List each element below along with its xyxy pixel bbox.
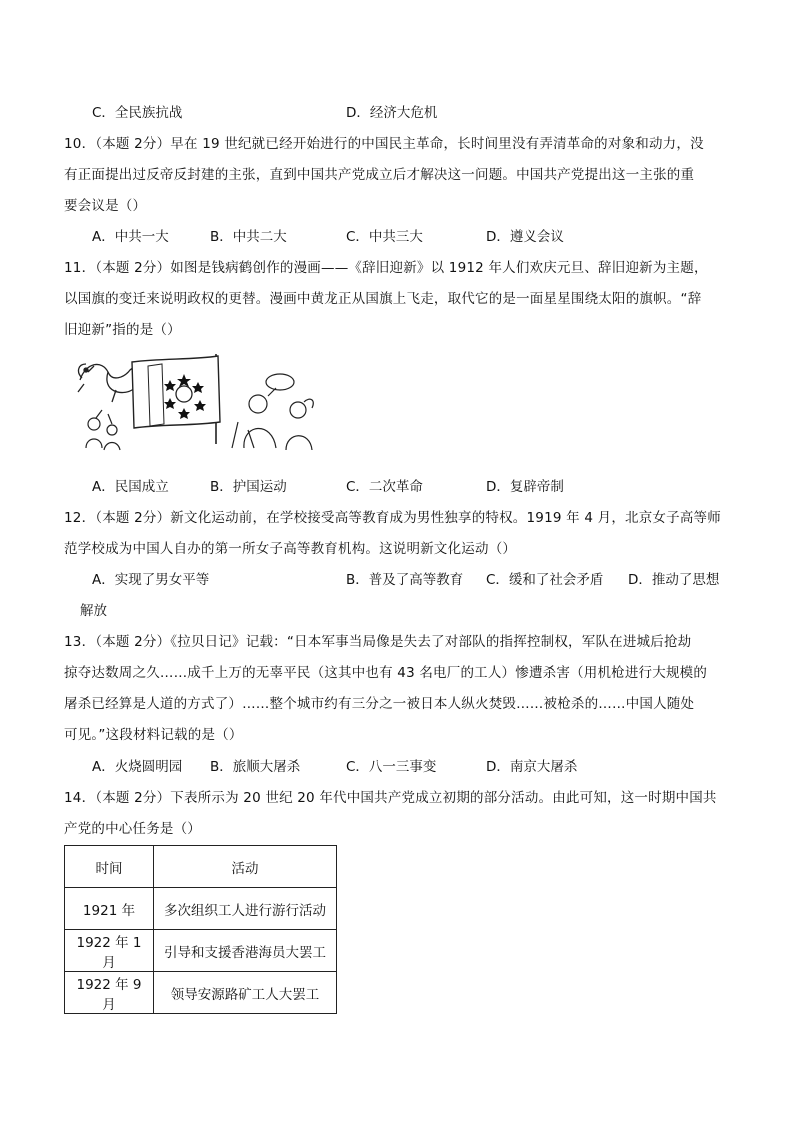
q13-text-line2: 掠夺达数周之久……成千上万的无辜平民（这其中也有 43 名电厂的工人）惨遭杀害（用机枪进行大规模的 (64, 665, 708, 681)
table-header-time: 时间 (65, 846, 154, 888)
q11-text-line1: 11．（本题 2分）如图是钱病鹤创作的漫画——《辞旧迎新》以 1912 年人们欢庆元旦、辞旧迎新为主题， (64, 260, 708, 276)
q13-option-c: C．八一三事变 (346, 759, 437, 775)
crowd-left (86, 410, 120, 450)
table-row (65, 888, 337, 930)
q11-option-d: D．复辟帝制 (486, 479, 564, 495)
q9-option-d: D．经济大危机 (346, 105, 438, 121)
q13-option-a: A．火烧圆明园 (92, 759, 183, 775)
q10-option-a: A．中共一大 (92, 229, 169, 245)
table-cell-time: 1922 年 9 月 (65, 972, 154, 1014)
activities-table (64, 845, 337, 1014)
q12-option-c: C．缓和了社会矛盾 (486, 572, 604, 588)
q12-text-line1: 12．（本题 2分）新文化运动前，在学校接受高等教育成为男性独享的特权。1919 年 4 月，北京女子高等师 (64, 510, 721, 526)
q13-text-line1: 13．（本题 2分）《拉贝日记》记载：“日本军事当局像是失去了对部队的指挥控制权，军队在进城后抢劫 (64, 634, 692, 650)
table-row (65, 930, 337, 972)
table-cell-time: 1922 年 1 月 (65, 930, 154, 972)
q13-text-line3: 屠杀已经算是人道的方式了）……整个城市约有三分之一被日本人纵火焚毁……被枪杀的……中国人随处 (64, 696, 695, 712)
q13-option-b: B．旅顺大屠杀 (210, 759, 301, 775)
q10-option-c: C．中共三大 (346, 229, 423, 245)
flag-figure (132, 354, 220, 444)
cartoon-image (72, 352, 322, 452)
table-cell-activity: 引导和支援香港海员大罢工 (154, 930, 337, 972)
q12-option-d-wrap: 解放 (80, 603, 107, 619)
q11-option-a: A．民国成立 (92, 479, 169, 495)
crowd-right (232, 374, 313, 450)
q13-option-d: D．南京大屠杀 (486, 759, 578, 775)
q10-option-b: B．中共二大 (210, 229, 287, 245)
table-header-row (65, 846, 337, 888)
q9-option-c: C．全民族抗战 (92, 105, 183, 121)
q14-text-line2: 产党的中心任务是（） (64, 821, 201, 837)
q11-text-line3: 旧迎新”指的是（） (64, 322, 181, 338)
q13-text-line4: 可见。”这段材料记载的是（） (64, 727, 243, 743)
q14-text-line1: 14．（本题 2分）下表所示为 20 世纪 20 年代中国共产党成立初期的部分活动。由此可知，这一时期中国共 (64, 790, 717, 806)
q12-option-b: B．普及了高等教育 (346, 572, 464, 588)
q11-text-line2: 以国旗的变迁来说明政权的更替。漫画中黄龙正从国旗上飞走，取代它的是一面星星围绕太阳的旗帜。“辞 (64, 291, 702, 307)
q11-option-c: C．二次革命 (346, 479, 423, 495)
q10-text-line1: 10．（本题 2分）早在 19 世纪就已经开始进行的中国民主革命，长时间里没有弄清革命的对象和动力，没 (64, 136, 704, 152)
table-cell-activity: 领导安源路矿工人大罢工 (154, 972, 337, 1014)
q12-option-d: D．推动了思想 (628, 572, 720, 588)
table-header-activity: 活动 (154, 846, 337, 888)
table-cell-activity: 多次组织工人进行游行活动 (154, 888, 337, 930)
table-cell-time: 1921 年 (65, 888, 154, 930)
q10-text-line3: 要会议是（） (64, 198, 147, 214)
q10-option-d: D．遵义会议 (486, 229, 564, 245)
q10-text-line2: 有正面提出过反帝反封建的主张，直到中国共产党成立后才解决这一问题。中国共产党提出这一主张的重 (64, 167, 695, 183)
table-row (65, 972, 337, 1014)
q12-text-line2: 范学校成为中国人自办的第一所女子高等教育机构。这说明新文化运动（） (64, 541, 517, 557)
q12-option-a: A．实现了男女平等 (92, 572, 210, 588)
q11-option-b: B．护国运动 (210, 479, 287, 495)
